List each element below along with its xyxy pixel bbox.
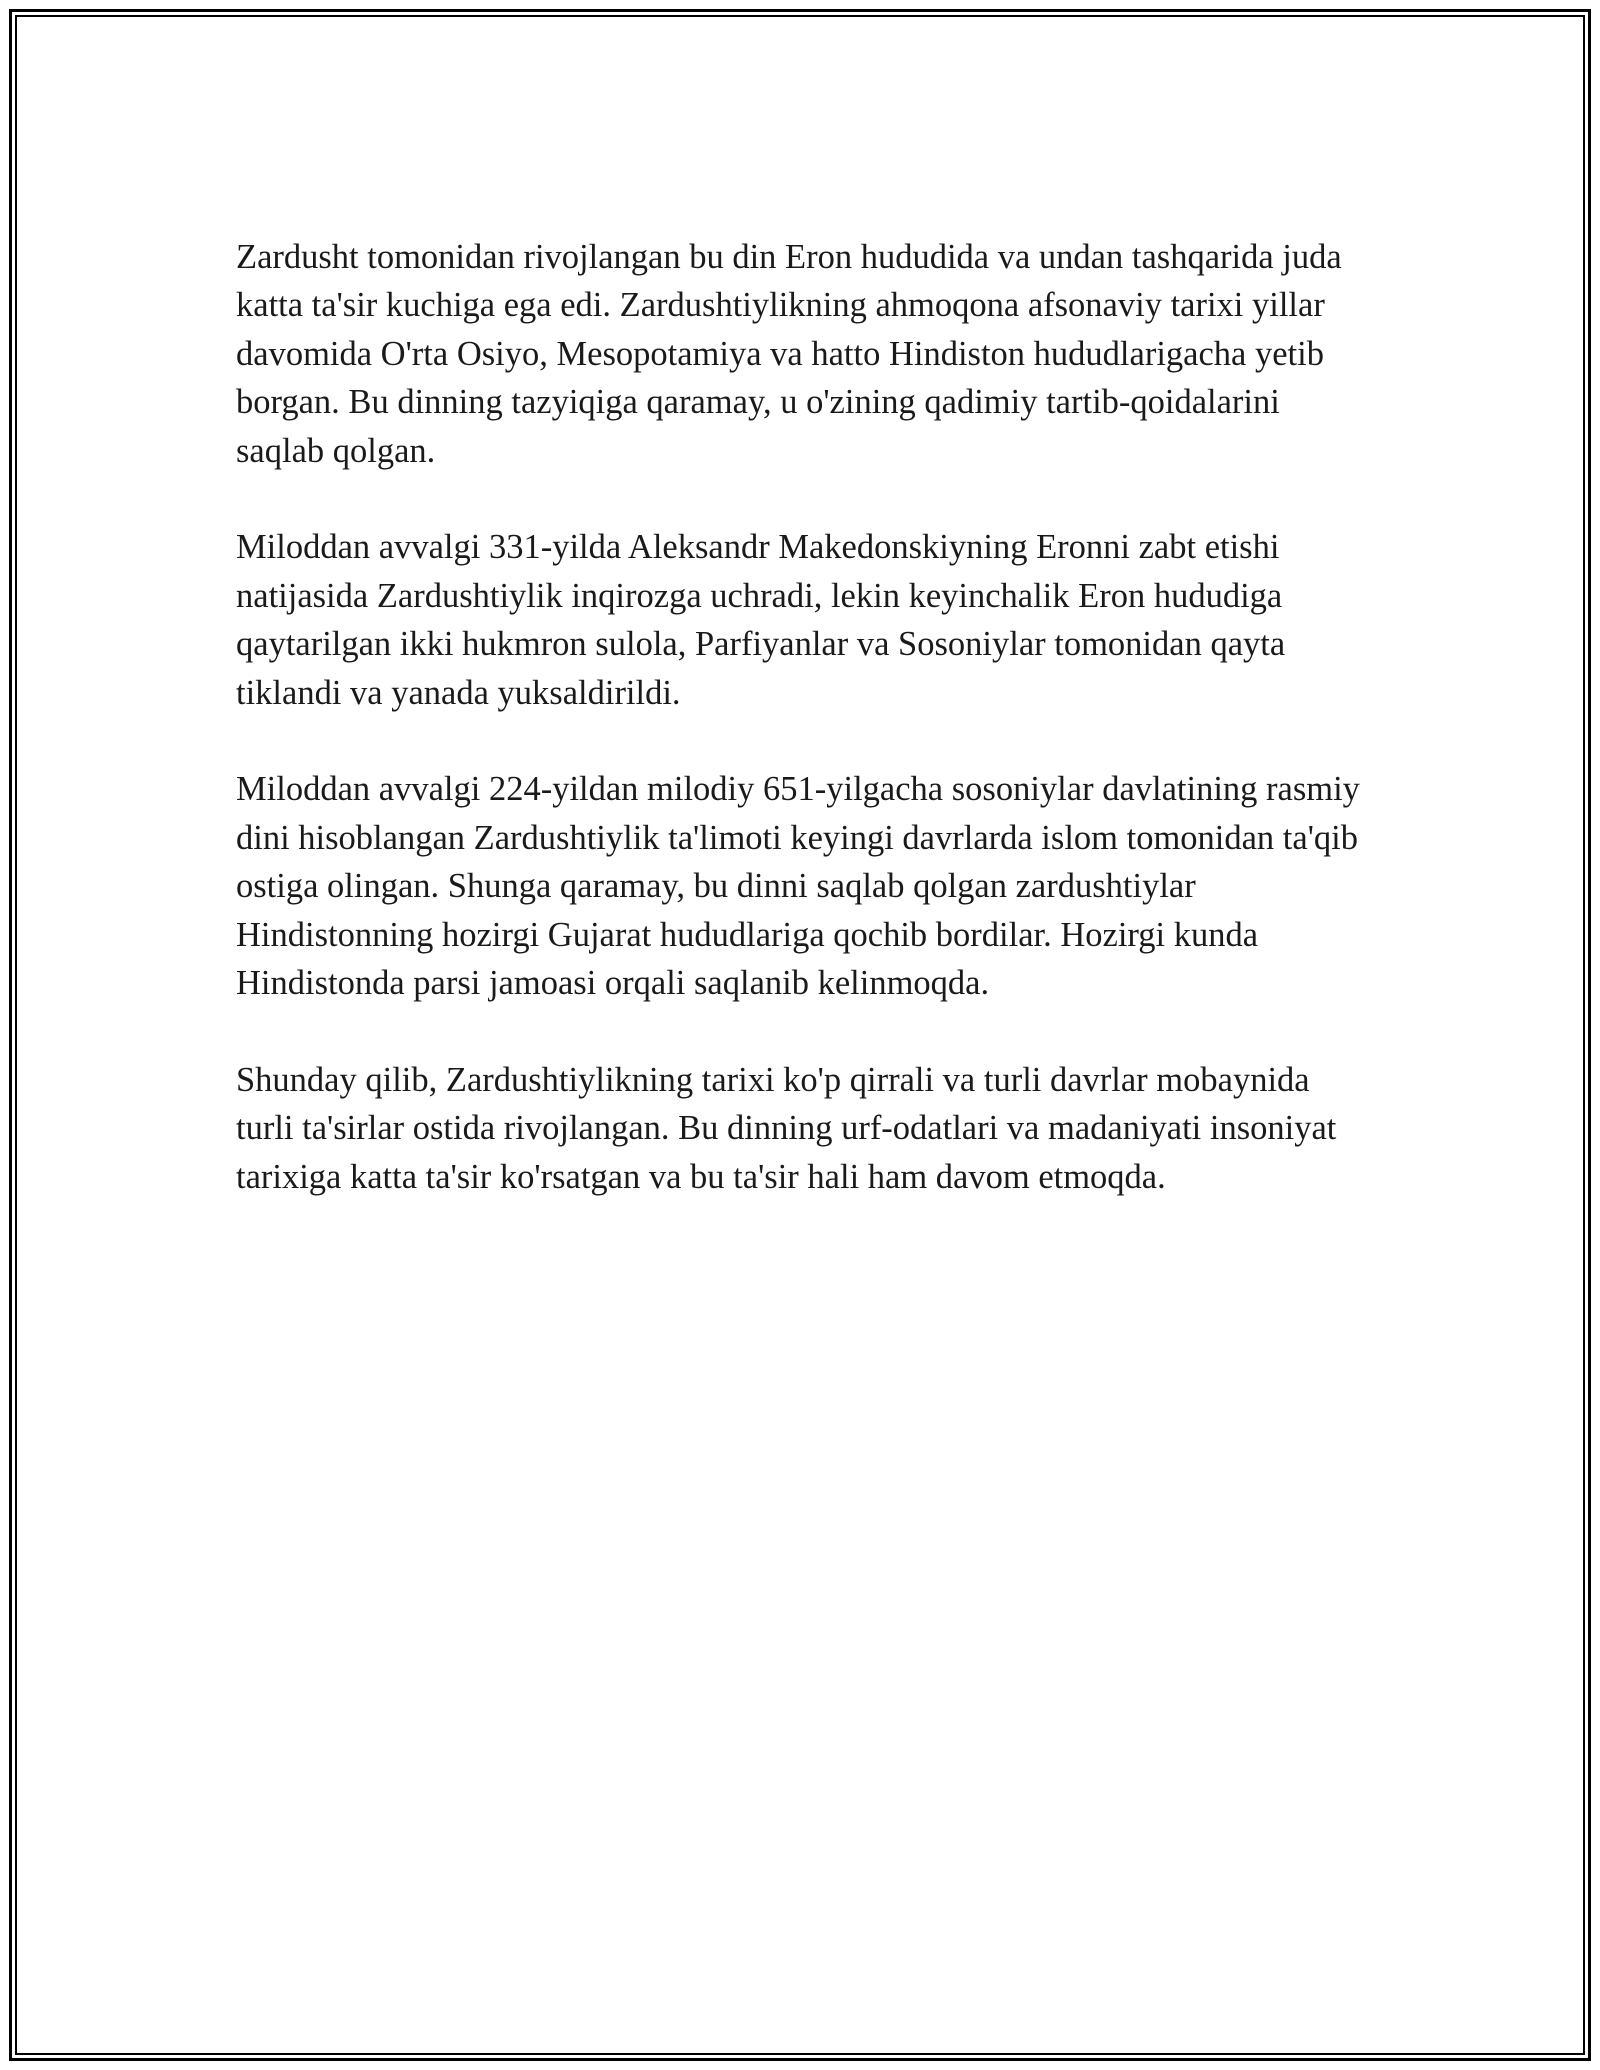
document-body <box>236 233 1366 1249</box>
paragraph-3: Miloddan avvalgi 224-yildan milodiy 651-yilgacha sosoniylar davlatining rasmiy dini hisoblangan Zardushtiylik ta'limoti keyingi davrlarda islom tomonidan ta'qib ostiga olingan. Shunga qaramay, bu dinni saqlab qolgan zardushtiylar Hindistonning hozirgi Gujarat hududlariga qochib bordilar. Hozirgi kunda Hindistonda parsi jamoasi orqali saqlanib kelinmoqda. <box>236 770 1360 1003</box>
paragraph-1: Zardusht tomonidan rivojlangan bu din Eron hududida va undan tashqarida juda katta ta'sir kuchiga ega edi. Zardushtiylikning ahmoqona afsonaviy tarixi yillar davomida O'rta Osiyo, Mesopotamiya va hatto Hindiston hududlarigacha yetib borgan. Bu dinning tazyiqiga qaramay, u o'zining qadimiy tartib-qoidalarini saqlab qolgan. <box>236 238 1342 470</box>
paragraph-2: Miloddan avvalgi 331-yilda Aleksandr Makedonskiyning Eronni zabt etishi natijasida Zardushtiylik inqirozga uchradi, lekin keyinchalik Eron hududiga qaytarilgan ikki hukmron sulola, Parfiyanlar va Sosoniylar tomonidan qayta tiklandi va yanada yuksaldirildi. <box>236 528 1286 712</box>
paragraph-4: Shunday qilib, Zardushtiylikning tarixi ko'p qirrali va turli davrlar mobaynida turli ta'sirlar ostida rivojlangan. Bu dinning urf-odatlari va madaniyati insoniyat tarixiga katta ta'sir ko'rsatgan va bu ta'sir hali ham davom etmoqda. <box>236 1060 1337 1196</box>
